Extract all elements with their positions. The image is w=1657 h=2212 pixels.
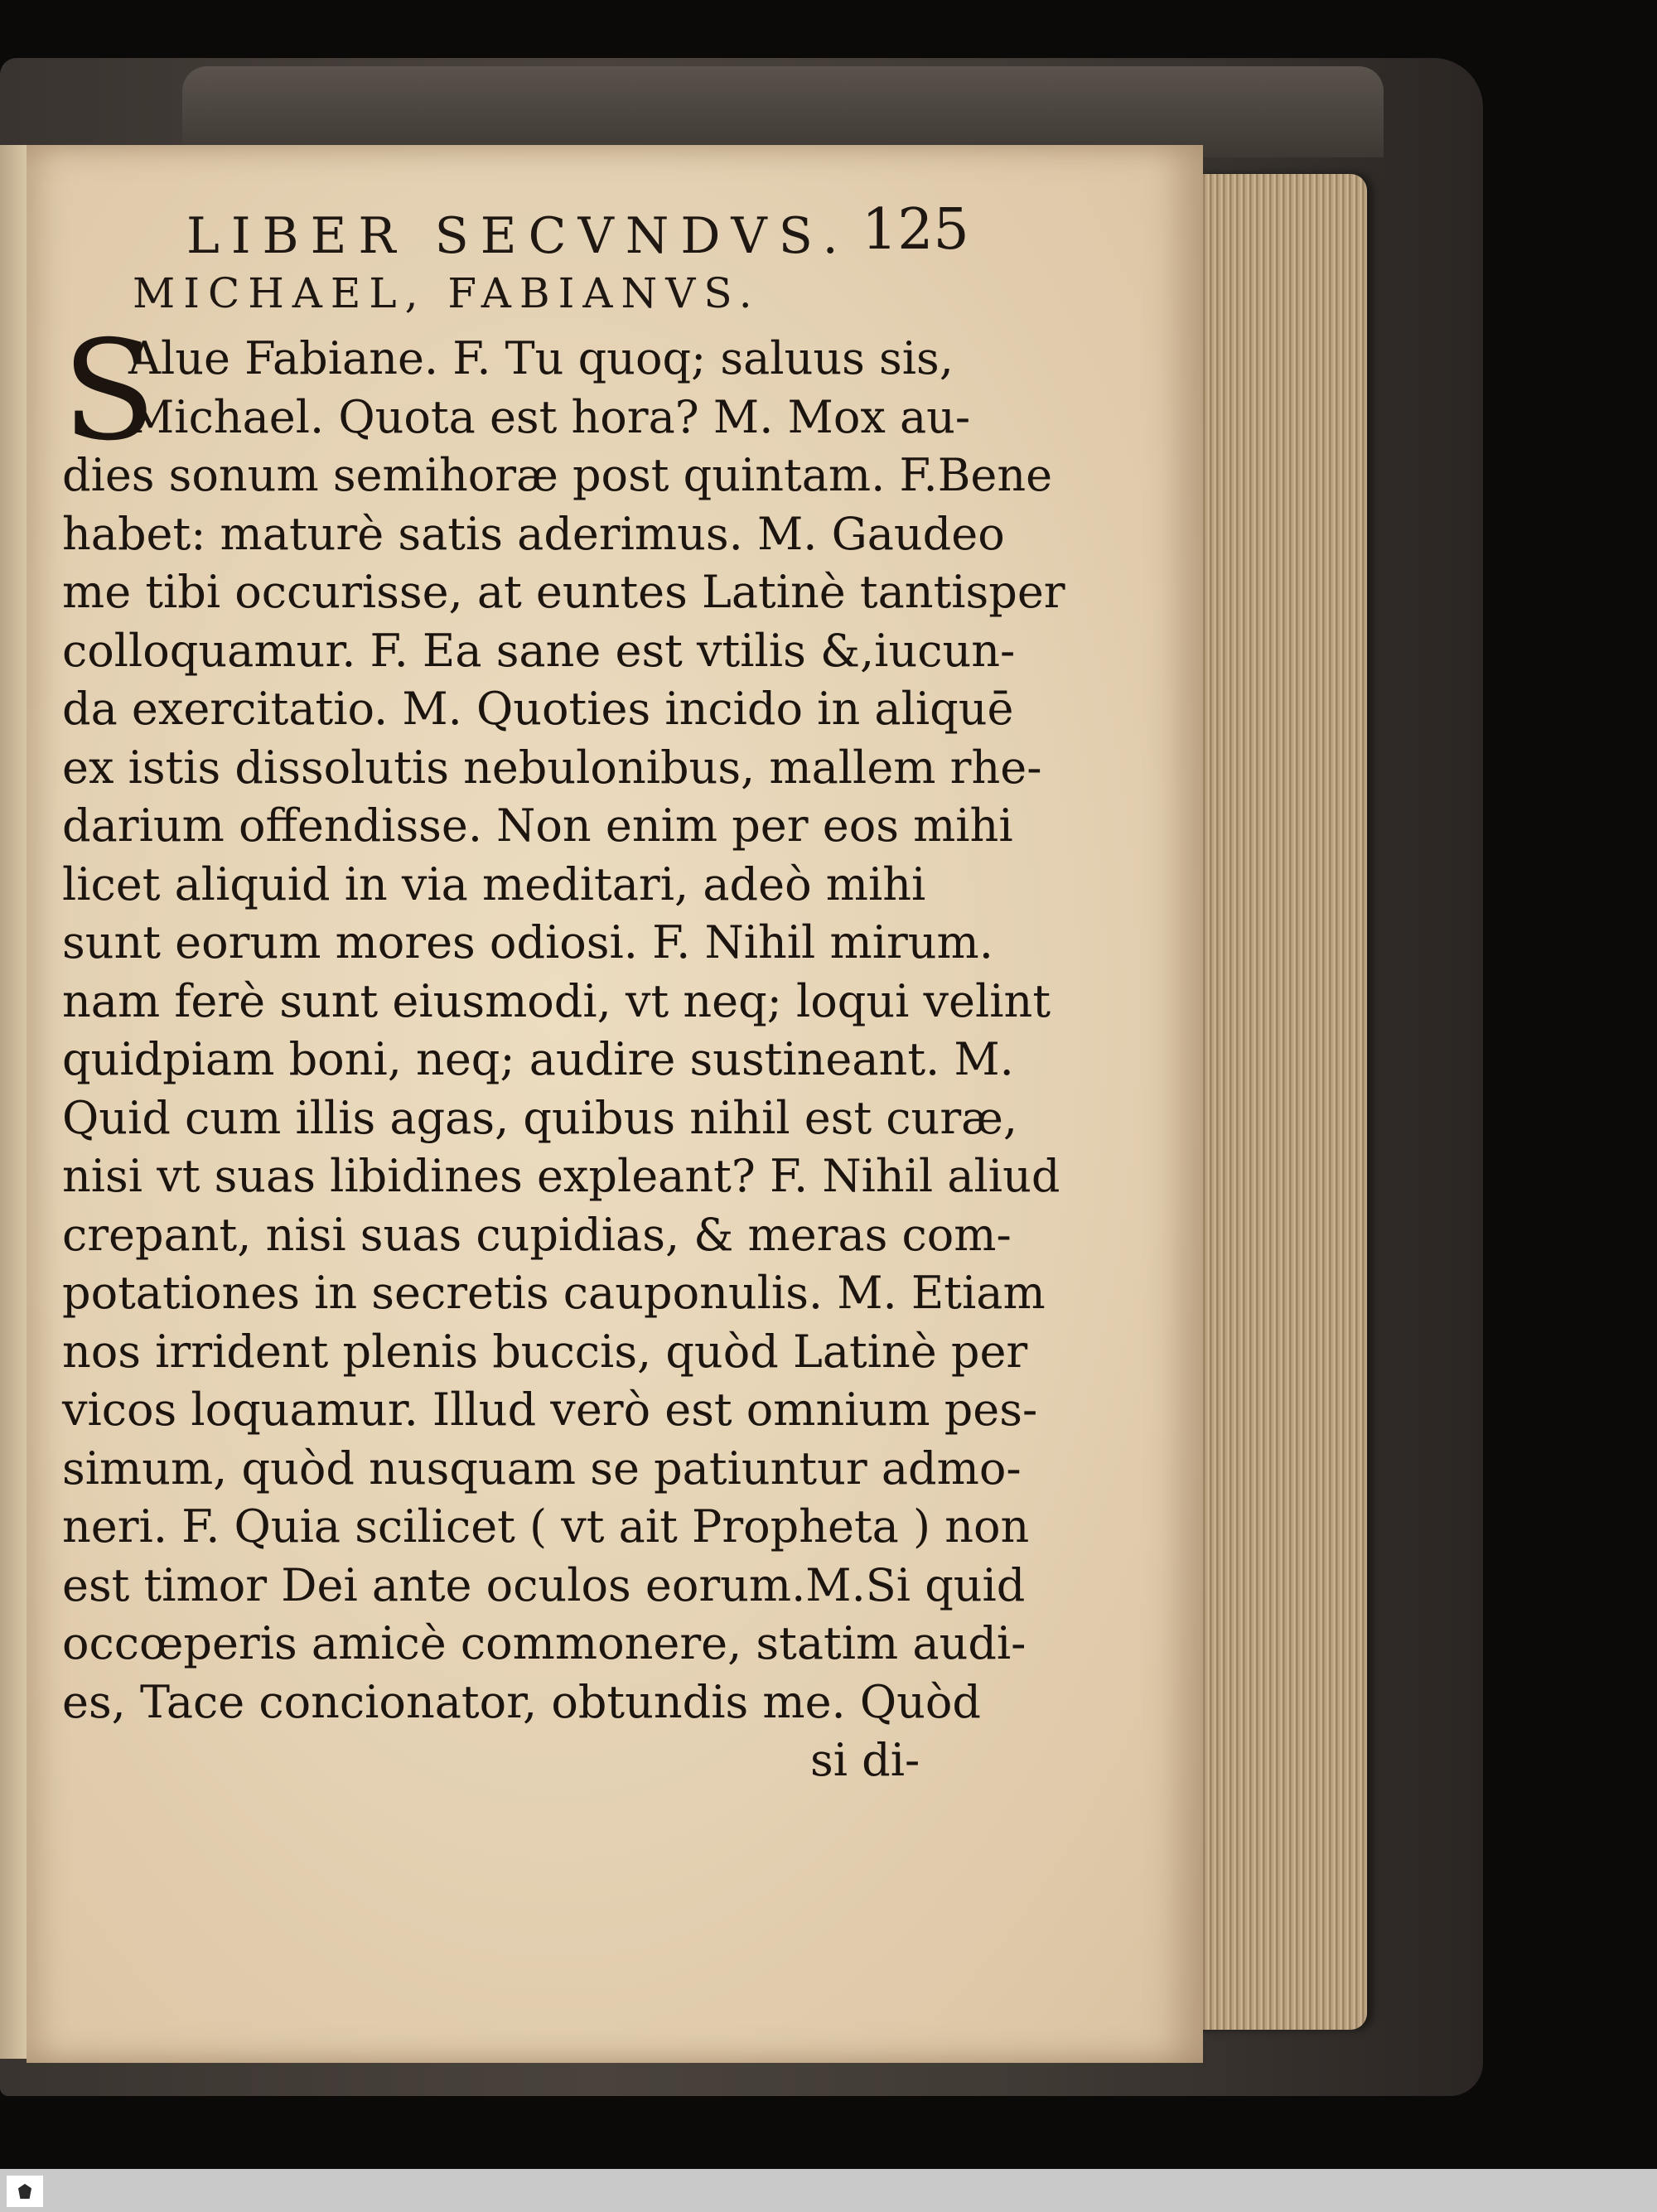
text-line: ex istis dissolutis nebulonibus, mallem rhe- xyxy=(62,741,1042,794)
page-fore-edge xyxy=(1193,174,1367,2030)
catchword: si di- xyxy=(810,1734,920,1786)
text-line: sunt eorum mores odiosi. F. Nihil mirum. xyxy=(62,916,993,968)
text-line: potationes in secretis cauponulis. M. Etiam xyxy=(62,1267,1046,1319)
text-line: nos irrident plenis buccis, quòd Latinè per xyxy=(62,1325,1028,1378)
viewer-footer-bar xyxy=(0,2169,1657,2212)
text-line: dies sonum semihoræ post quintam. F.Bene xyxy=(62,449,1053,501)
text-line: simum, quòd nusquam se patiuntur admo- xyxy=(62,1442,1022,1495)
text-line: quidpiam boni, neq; audire sustineant. M. xyxy=(62,1033,1014,1085)
text-line: nisi vt suas libidines expleant? F. Nihil aliud xyxy=(62,1150,1060,1202)
dialogue-text xyxy=(62,312,1065,1731)
text-line: Alue Fabiane. F. Tu quoq; saluus sis, xyxy=(128,332,954,384)
drop-cap: S xyxy=(62,312,157,471)
text-line: vicos loquamur. Illud verò est omnium pes- xyxy=(62,1384,1038,1436)
text-line: me tibi occurisse, at euntes Latinè tantisper xyxy=(62,566,1065,618)
text-line: neri. F. Quia scilicet ( vt ait Propheta ) non xyxy=(62,1500,1030,1553)
text-line: nam ferè sunt eiusmodi, vt neq; loqui velint xyxy=(62,974,1051,1027)
text-line: occœperis amicè commonere, statim audi- xyxy=(62,1617,1027,1669)
library-logo-icon xyxy=(7,2176,43,2207)
text-line: darium offendisse. Non enim per eos mihi xyxy=(62,799,1013,852)
crest-icon xyxy=(18,2184,31,2199)
text-line: colloquamur. F. Ea sane est vtilis &,iucun- xyxy=(62,624,1016,677)
text-line: Michael. Quota est hora? M. Mox au- xyxy=(128,390,971,443)
text-line: es, Tace concionator, obtundis me. Quòd xyxy=(62,1675,982,1728)
running-head: LIBER SECVNDVS. xyxy=(186,207,850,265)
page-number: 125 xyxy=(862,197,969,263)
text-line: Quid cum illis agas, quibus nihil est curæ, xyxy=(62,1091,1018,1144)
dialogue-speakers-heading: MICHAEL, FABIANVS. xyxy=(133,269,761,317)
text-line: crepant, nisi suas cupidias, & meras com- xyxy=(62,1208,1012,1261)
facing-page-edge xyxy=(0,145,27,2059)
book-cover-top xyxy=(182,66,1384,157)
text-line: licet aliquid in via meditari, adeò mihi xyxy=(62,857,926,910)
text-line: da exercitatio. M. Quoties incido in aliquē xyxy=(62,683,1014,735)
text-line: est timor Dei ante oculos eorum.M.Si quid xyxy=(62,1558,1026,1611)
text-line: habet: maturè satis aderimus. M. Gaudeo xyxy=(62,507,1005,560)
